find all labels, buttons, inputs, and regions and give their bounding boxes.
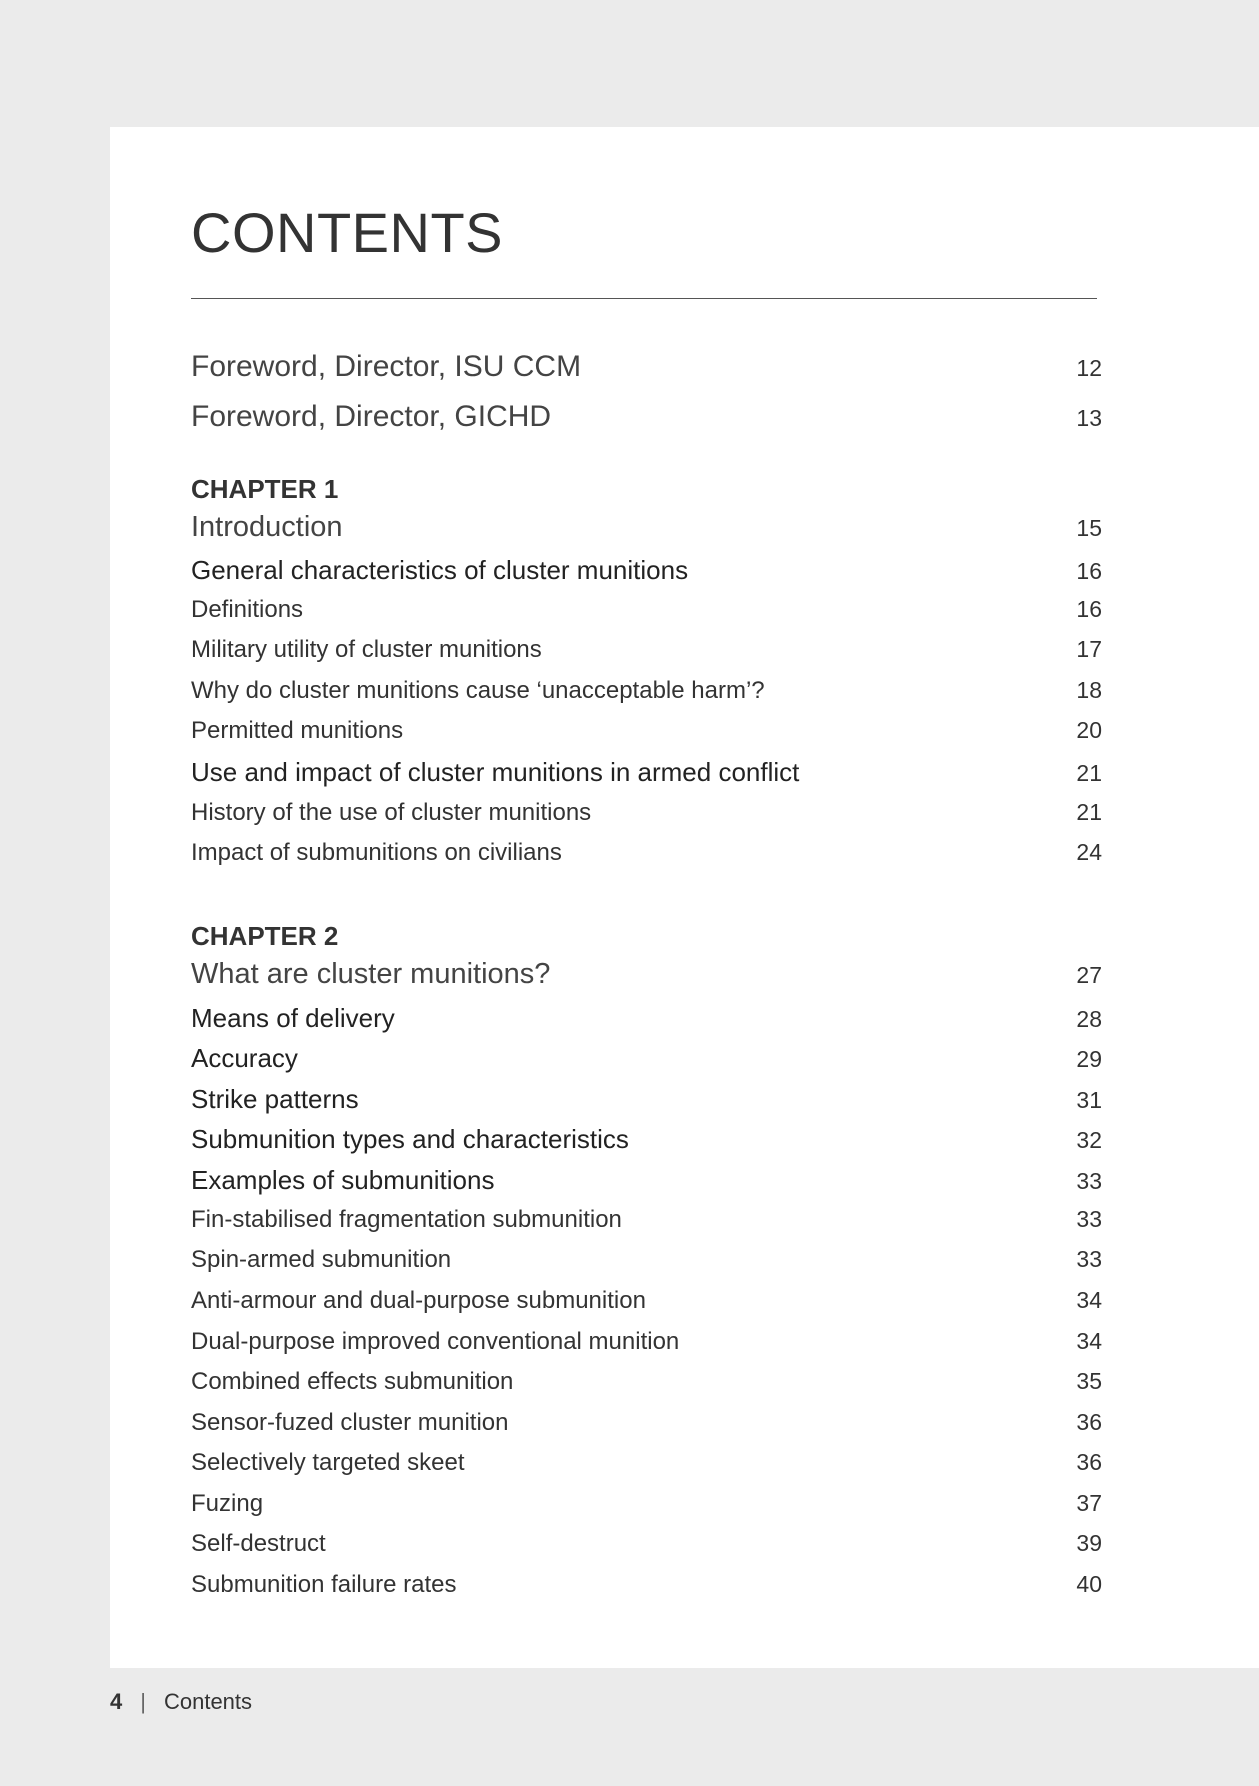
toc-entry-label: Accuracy	[191, 1043, 298, 1073]
toc-entry[interactable]	[191, 1490, 1102, 1518]
toc-entry[interactable]	[191, 1003, 1102, 1034]
toc-entry-label: Use and impact of cluster munitions in armed conflict	[191, 757, 800, 787]
toc-entry-foreword-gichd[interactable]	[191, 400, 1102, 434]
toc-entry-page: 34	[1076, 1328, 1102, 1354]
toc-entry-page: 21	[1076, 799, 1102, 825]
toc-entry-label: Why do cluster munitions cause ‘unacceptable harm’?	[191, 677, 765, 704]
toc-entry-label: Combined effects submunition	[191, 1368, 514, 1395]
footer-page-number: 4	[110, 1689, 123, 1714]
toc-entry-page: 17	[1076, 636, 1102, 662]
toc-entry[interactable]	[191, 839, 1102, 867]
chapter-2-heading	[191, 921, 1102, 952]
toc-entry[interactable]	[191, 677, 1102, 705]
toc-entry-page: 18	[1076, 677, 1102, 703]
toc-entry-page: 15	[1076, 515, 1102, 541]
toc-entry[interactable]	[191, 1328, 1102, 1356]
toc-entry[interactable]	[191, 1449, 1102, 1477]
toc-entry-label: Self-destruct	[191, 1530, 326, 1557]
toc-entry-page: 29	[1076, 1046, 1102, 1072]
toc-entry-label: Fuzing	[191, 1490, 264, 1517]
toc-entry-label: Foreword, Director, GICHD	[191, 400, 552, 433]
toc-entry-label: Foreword, Director, ISU CCM	[191, 350, 582, 383]
toc-entry-page: 35	[1076, 1368, 1102, 1394]
toc-entry-page: 31	[1076, 1087, 1102, 1113]
toc-entry[interactable]	[191, 596, 1102, 624]
toc-entry-label: Submunition failure rates	[191, 1571, 457, 1598]
title-rule	[191, 298, 1097, 299]
toc-entry-page: 39	[1076, 1530, 1102, 1556]
toc-entry-label: Sensor-fuzed cluster munition	[191, 1409, 509, 1436]
footer-section-label: Contents	[163, 1689, 253, 1714]
toc-entry-label: Means of delivery	[191, 1003, 395, 1033]
toc-entry-page: 36	[1076, 1409, 1102, 1435]
toc-entry-page: 12	[1076, 355, 1102, 381]
toc-entry-label: Strike patterns	[191, 1084, 359, 1114]
toc-entry-label: Dual-purpose improved conventional munition	[191, 1328, 680, 1355]
toc-entry[interactable]	[191, 799, 1102, 827]
toc-entry-label: Submunition types and characteristics	[191, 1124, 629, 1154]
toc-entry-page: 33	[1076, 1206, 1102, 1232]
toc-entry[interactable]	[191, 1165, 1102, 1196]
toc-entry-page: 32	[1076, 1127, 1102, 1153]
chapter-1-heading	[191, 474, 1102, 505]
toc-entry[interactable]	[191, 555, 1102, 586]
toc-entry-page: 21	[1076, 760, 1102, 786]
toc-entry-label: General characteristics of cluster munitions	[191, 555, 689, 585]
page-footer	[110, 1689, 252, 1715]
toc-entry[interactable]	[191, 1530, 1102, 1558]
toc-entry[interactable]	[191, 636, 1102, 664]
toc-entry[interactable]	[191, 717, 1102, 745]
toc-entry-foreword-isu[interactable]	[191, 350, 1102, 384]
toc-entry-page: 28	[1076, 1006, 1102, 1032]
toc-entry[interactable]	[191, 1571, 1102, 1599]
toc-entry-page: 33	[1076, 1246, 1102, 1272]
chapter-heading-label: CHAPTER 2	[191, 921, 339, 951]
toc-entry-page: 40	[1076, 1571, 1102, 1597]
toc-entry-page: 24	[1076, 839, 1102, 865]
toc-entry-page: 16	[1076, 596, 1102, 622]
toc-entry[interactable]	[191, 1084, 1102, 1115]
toc-entry-label: Fin-stabilised fragmentation submunition	[191, 1206, 622, 1233]
page-title: CONTENTS	[191, 201, 503, 264]
toc-entry-label: Military utility of cluster munitions	[191, 636, 542, 663]
toc-entry-page: 13	[1076, 405, 1102, 431]
toc-entry-label: Examples of submunitions	[191, 1165, 495, 1195]
toc-entry-label: Spin-armed submunition	[191, 1246, 452, 1273]
toc-entry-label: What are cluster munitions?	[191, 958, 551, 990]
chapter-heading-label: CHAPTER 1	[191, 474, 339, 504]
toc-entry-label: Impact of submunitions on civilians	[191, 839, 562, 866]
toc-entry[interactable]	[191, 1124, 1102, 1155]
toc-entry[interactable]	[191, 1043, 1102, 1074]
toc-entry[interactable]	[191, 1246, 1102, 1274]
toc-entry-page: 20	[1076, 717, 1102, 743]
toc-entry-page: 33	[1076, 1168, 1102, 1194]
toc-entry-chapter-2-intro[interactable]	[191, 958, 1102, 991]
toc-entry[interactable]	[191, 1368, 1102, 1396]
toc-entry-page: 16	[1076, 558, 1102, 584]
footer-separator: |	[140, 1689, 146, 1714]
toc-entry-page: 34	[1076, 1287, 1102, 1313]
toc-entry[interactable]	[191, 757, 1102, 788]
toc-entry-page: 37	[1076, 1490, 1102, 1516]
toc-entry-chapter-1-intro[interactable]	[191, 511, 1102, 544]
toc-entry[interactable]	[191, 1409, 1102, 1437]
toc-entry-label: History of the use of cluster munitions	[191, 799, 592, 826]
toc-entry-page: 36	[1076, 1449, 1102, 1475]
toc-entry-label: Anti-armour and dual-purpose submunition	[191, 1287, 646, 1314]
toc-entry[interactable]	[191, 1287, 1102, 1315]
toc-entry-label: Introduction	[191, 511, 343, 543]
toc-entry-label: Selectively targeted skeet	[191, 1449, 465, 1476]
toc-entry-label: Permitted munitions	[191, 717, 404, 744]
toc-entry-page: 27	[1076, 962, 1102, 988]
toc-entry[interactable]	[191, 1206, 1102, 1234]
toc-entry-label: Definitions	[191, 596, 304, 623]
